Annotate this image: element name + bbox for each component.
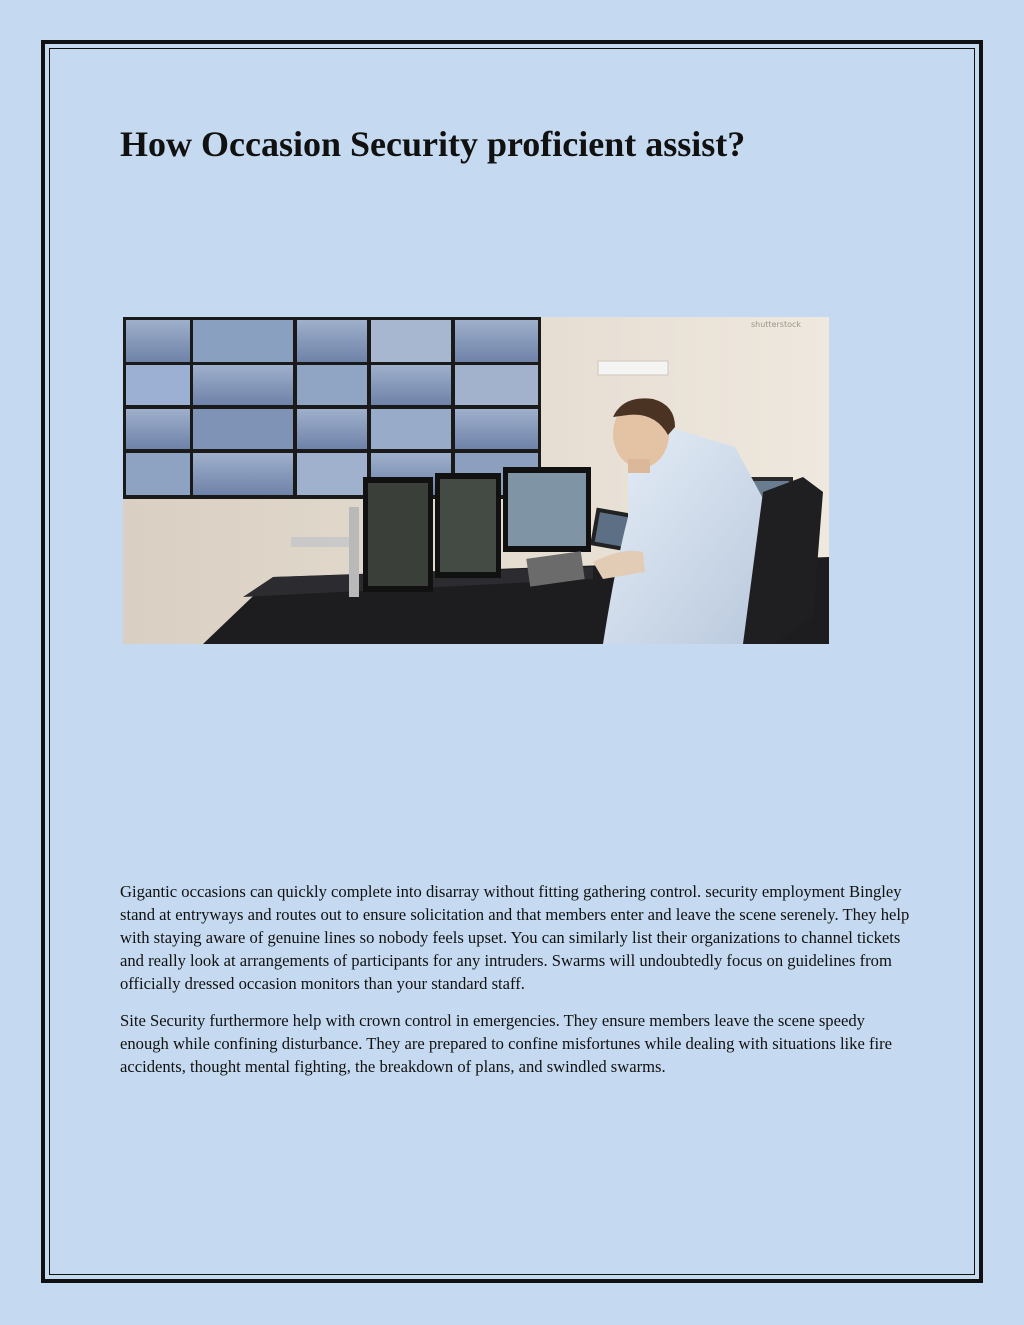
- security-control-room-photo: [123, 317, 829, 644]
- paragraph: Gigantic occasions can quickly complete into disarray without fitting gathering control. security employment Bingley stand at entryways and routes out to ensure solicitation and that members enter and leave the scene serenely. They help with staying aware of genuine lines so nobody feels upset. You can similarly list their organizations to channel tickets and really look at arrangements of participants for any intruders. Swarms will undoubtedly focus on guidelines from officially dressed occasion monitors than your standard staff.: [120, 882, 910, 993]
- svg-text:shutterstock: shutterstock: [751, 320, 802, 329]
- video-wall: [123, 317, 541, 499]
- paragraph: Site Security furthermore help with crown control in emergencies. They ensure members leave the scene speedy enough while confining disturbance. They are prepared to confine misfortunes while dealing with situations like fire accidents, thought mental fighting, the breakdown of plans, and swindled swarms.: [120, 1011, 893, 1076]
- page-border-outer: [41, 40, 983, 1283]
- body-text: [120, 880, 910, 1092]
- page-title: How Occasion Security proficient assist?: [120, 124, 746, 164]
